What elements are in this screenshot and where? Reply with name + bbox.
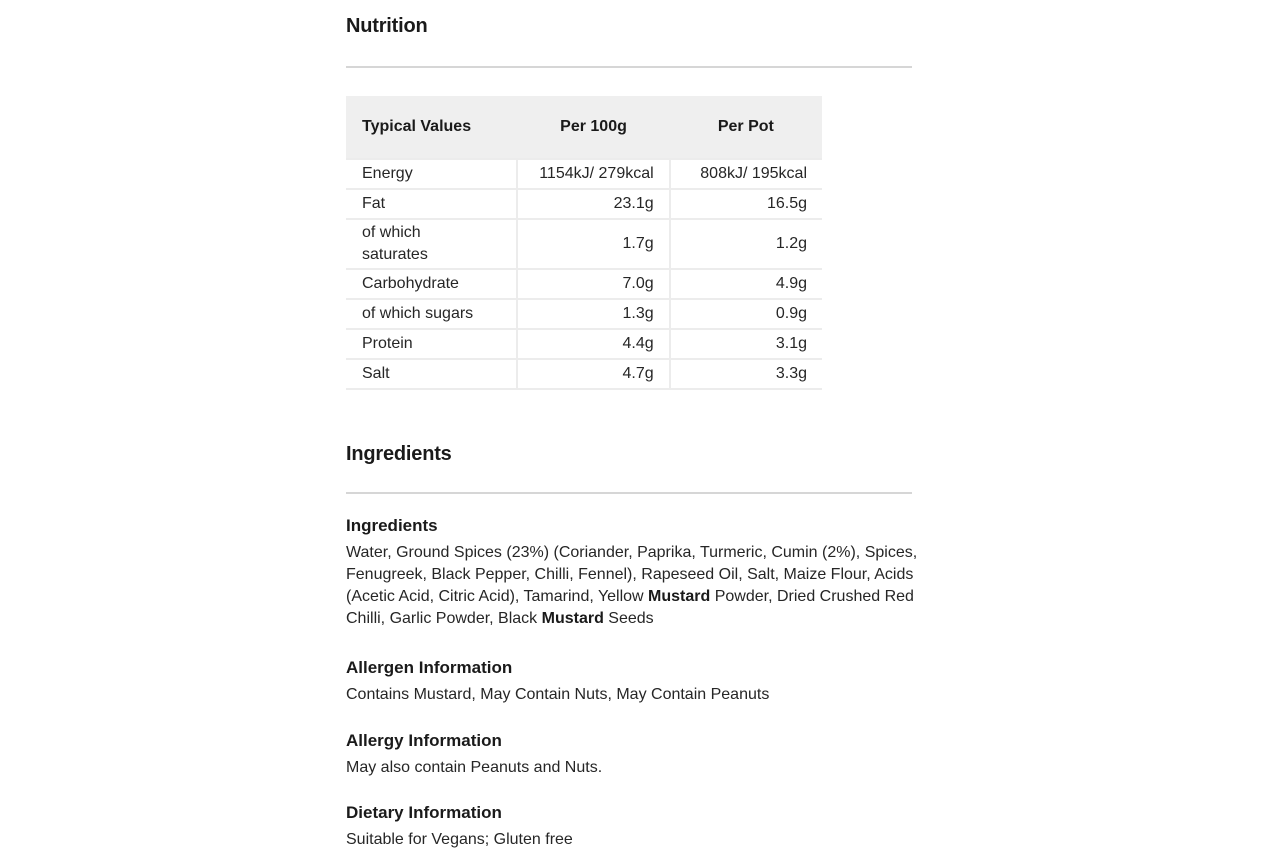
per-100g-value: 23.1g [517, 189, 669, 219]
table-row [346, 329, 822, 359]
row-label: of which saturates [346, 219, 517, 269]
per-pot-value: 3.1g [670, 329, 822, 359]
per-pot-value: 4.9g [670, 269, 822, 299]
table-row [346, 269, 822, 299]
table-row [346, 219, 822, 269]
allergy-text: May also contain Peanuts and Nuts. [346, 759, 603, 776]
row-label: Fat [346, 189, 517, 219]
nutrition-header-row [346, 96, 822, 159]
row-label: of which sugars [346, 299, 517, 329]
column-header-per-pot: Per Pot [670, 96, 822, 159]
nutrition-section-title: Nutrition [346, 15, 428, 37]
ingredients-heading: Ingredients [346, 516, 438, 535]
allergen-block [346, 658, 956, 706]
ingredients-text: Seeds [603, 610, 654, 627]
allergen-text: Contains Mustard, May Contain Nuts, May Contain Peanuts [346, 686, 770, 703]
allergen-heading: Allergen Information [346, 658, 513, 677]
ingredients-list [346, 542, 956, 630]
table-row [346, 159, 822, 189]
allergen-highlight: Mustard [648, 588, 711, 605]
table-row [346, 359, 822, 389]
row-label: Protein [346, 329, 517, 359]
ingredients-section-title: Ingredients [346, 443, 452, 465]
ingredients-block [346, 516, 956, 630]
allergy-heading: Allergy Information [346, 731, 502, 750]
allergen-highlight: Mustard [541, 610, 604, 627]
per-pot-value: 16.5g [670, 189, 822, 219]
row-label: Energy [346, 159, 517, 189]
per-100g-value: 4.4g [517, 329, 669, 359]
per-100g-value: 1154kJ/ 279kcal [517, 159, 669, 189]
per-100g-value: 4.7g [517, 359, 669, 389]
per-100g-value: 1.7g [517, 219, 669, 269]
per-100g-value: 7.0g [517, 269, 669, 299]
column-header-per-100g: Per 100g [517, 96, 669, 159]
dietary-text: Suitable for Vegans; Gluten free [346, 831, 573, 848]
per-pot-value: 0.9g [670, 299, 822, 329]
ingredients-text: Powder, Dried Crushed Red Chilli, Garlic Powder, Black [346, 588, 914, 627]
per-100g-value: 1.3g [517, 299, 669, 329]
allergy-block [346, 731, 956, 779]
per-pot-value: 808kJ/ 195kcal [670, 159, 822, 189]
nutrition-table [346, 96, 822, 390]
dietary-block [346, 803, 956, 851]
per-pot-value: 1.2g [670, 219, 822, 269]
row-label: Carbohydrate [346, 269, 517, 299]
table-row [346, 189, 822, 219]
dietary-heading: Dietary Information [346, 803, 502, 822]
ingredients-text: Water, Ground Spices (23%) (Coriander, Paprika, Turmeric, Cumin (2%), Spices, Fenugreek, Black Pepper, Chilli, Fennel), Rapeseed Oil, Salt, Maize Flour, Acids (Acetic Acid, Citric Acid), Tamarind, Yellow [346, 544, 918, 605]
column-header-typical-values: Typical Values [346, 96, 517, 159]
row-label: Salt [346, 359, 517, 389]
table-row [346, 299, 822, 329]
per-pot-value: 3.3g [670, 359, 822, 389]
nutrition-divider [346, 66, 912, 68]
ingredients-divider [346, 492, 912, 494]
